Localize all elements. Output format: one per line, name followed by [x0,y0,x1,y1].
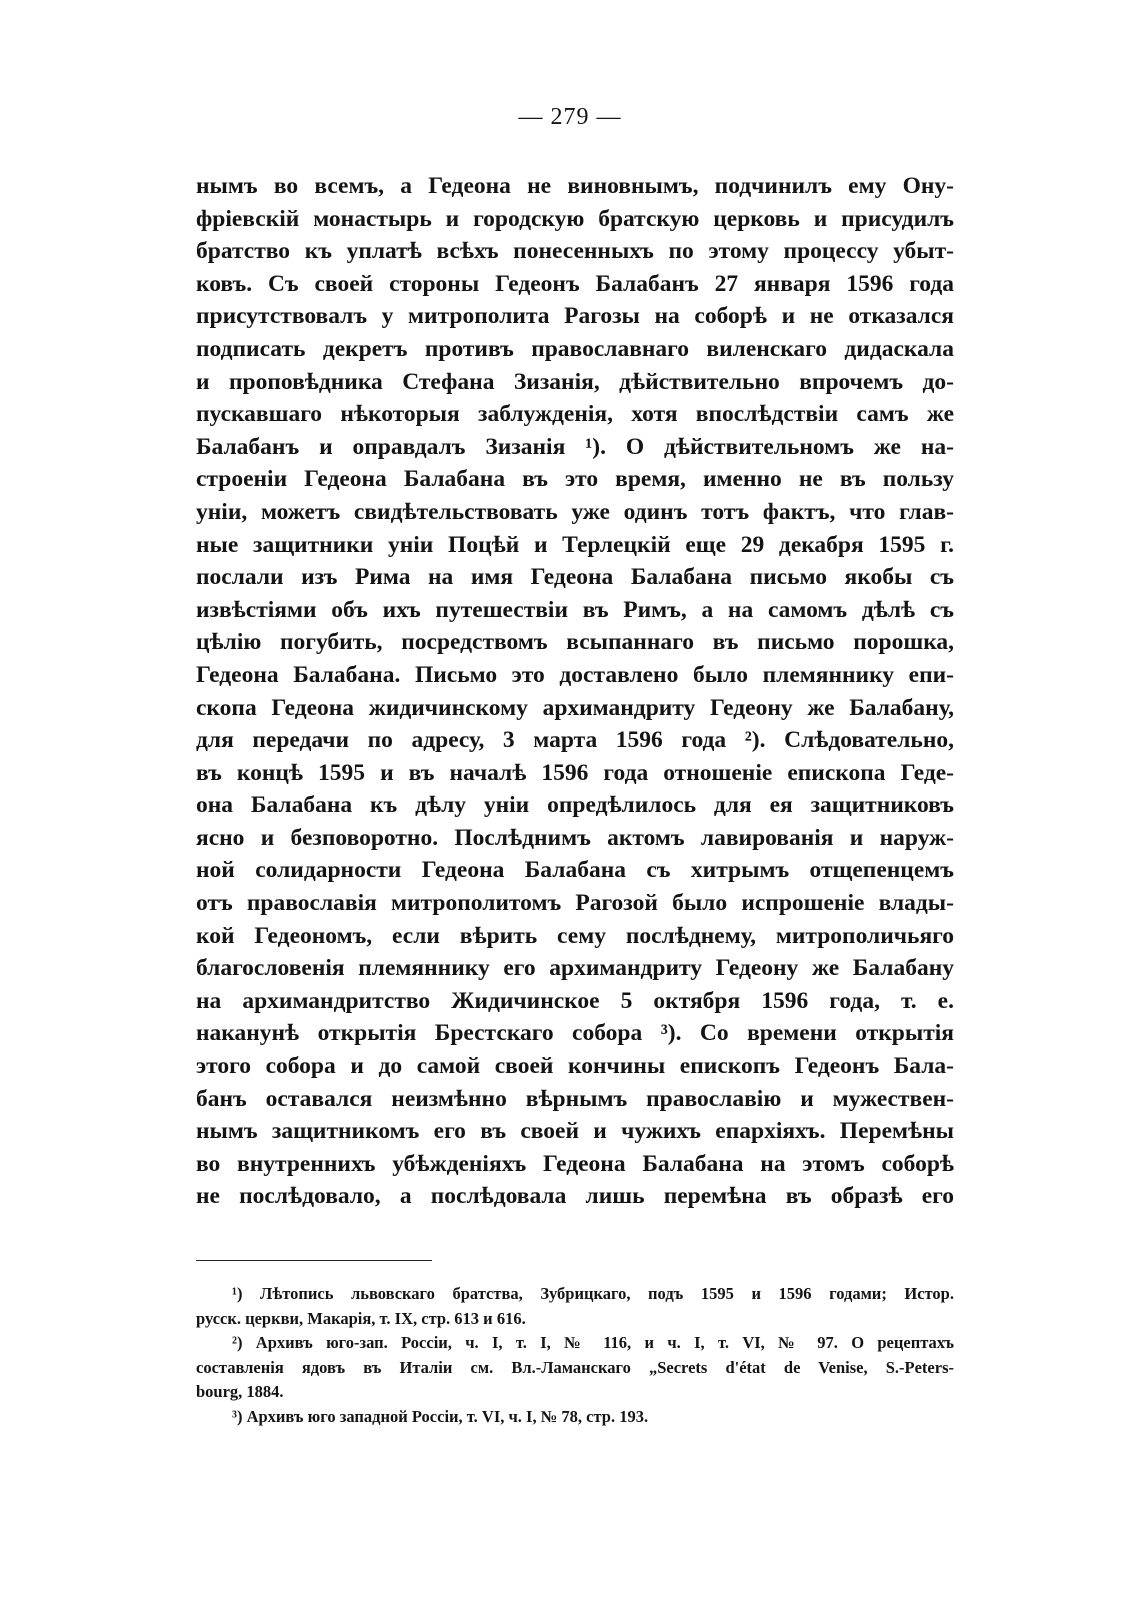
body-line: ные защитники уніи Поцѣй и Терлецкій еще 29 декабря 1595 г. [196,531,954,558]
body-line: во внутреннихъ убѣжденіяхъ Гедеона Балабана на этомъ соборѣ [196,1150,954,1177]
body-line: она Балабана къ дѣлу уніи опредѣлилось для ея защитниковъ [196,792,954,819]
body-text [196,170,954,1213]
body-line: ковъ. Съ своей стороны Гедеонъ Балабанъ 27 января 1596 года [196,270,954,297]
body-line: пускавшаго нѣкоторыя заблужденія, хотя впослѣдствіи самъ же [196,401,954,428]
footnote-line: ²) Архивъ юго-зап. Россіи, ч. I, т. I, № 116, и ч. I, т. VI, № 97. О рецептахъ [232,1333,954,1352]
body-line: извѣстіями объ ихъ путешествіи въ Римъ, а на самомъ дѣлѣ съ [196,596,954,623]
footnote-divider [196,1260,432,1261]
footnote-line: составленія ядовъ въ Италіи см. Вл.-Ламанскаго „Secrets d'état de Venise, S.-Peters- [196,1357,954,1377]
footnote-line: ¹) Лѣтопись львовскаго братства, Зубрицкаго, подъ 1595 и 1596 годами; Истор. [232,1284,954,1303]
body-line: отъ православія митрополитомъ Рагозой было испрошеніе влады- [196,890,954,917]
body-line: присутствовалъ у митрополита Рагозы на соборѣ и не отказался [196,303,954,330]
body-line: фріевскій монастырь и городскую братскую церковь и присудилъ [196,205,954,232]
body-line: этого собора и до самой своей кончины епископъ Гедеонъ Бала- [196,1053,954,1080]
body-line: для передачи по адресу, 3 марта 1596 года ²). Слѣдовательно, [196,727,954,754]
footnote-2 [196,1331,954,1405]
body-line: нымъ защитникомъ его въ своей и чужихъ епархіяхъ. Перемѣны [196,1118,954,1145]
footnote-line: ³) Архивъ юго западной Россіи, т. VI, ч. I, № 78, стр. 193. [232,1406,649,1426]
body-line: благословенія племяннику его архимандриту Гедеону же Балабану [196,955,954,982]
body-line: скопа Гедеона жидичинскому архимандриту Гедеону же Балабану, [196,694,954,721]
footnote-3 [196,1405,954,1430]
body-line: подписать декретъ противъ православнаго виленскаго дидаскала [196,335,954,362]
body-line: Гедеона Балабана. Письмо это доставлено было племяннику епи- [196,661,954,688]
body-line: не послѣдовало, а послѣдовала лишь перемѣна въ образѣ его [196,1183,954,1210]
body-line: уніи, можетъ свидѣтельствовать уже одинъ тотъ фактъ, что глав- [196,498,954,525]
footnote-line: bourg, 1884. [196,1382,284,1401]
body-line: нымъ во всемъ, а Гедеона не виновнымъ, подчинилъ ему Ону- [196,173,954,199]
body-line: ной солидарности Гедеона Балабана съ хитрымъ отщепенцемъ [196,857,954,884]
body-line: въ концѣ 1595 и въ началѣ 1596 года отношеніе епископа Геде- [196,759,954,786]
body-line: послали изъ Рима на имя Гедеона Балабана письмо якобы съ [196,564,954,591]
footnotes [196,1282,954,1429]
footnote-1 [196,1282,954,1331]
body-line: братство къ уплатѣ всѣхъ понесенныхъ по этому процессу убыт- [196,238,954,265]
body-line: Балабанъ и оправдалъ Зизанія ¹). О дѣйствительномъ же на- [196,433,954,460]
body-line: наканунѣ открытія Брестскаго собора ³). Со времени открытія [196,1020,954,1047]
body-line: кой Гедеономъ, если вѣрить сему послѣднему, митрополичьяго [196,922,954,949]
body-line: строеніи Гедеона Балабана въ это время, именно не въ пользу [196,466,954,493]
body-line: банъ оставался неизмѣнно вѣрнымъ православію и мужествен- [196,1085,954,1112]
footnote-line: русск. церкви, Макарія, т. IX, стр. 613 и 616. [196,1308,526,1328]
body-line: ясно и безповоротно. Послѣднимъ актомъ лавированія и наруж- [196,824,954,851]
body-line: и проповѣдника Стефана Зизанія, дѣйствительно впрочемъ до- [196,368,954,395]
page-number: — 279 — [518,104,622,130]
body-line: цѣлію погубить, посредствомъ всыпаннаго въ письмо порошка, [196,629,954,656]
body-line: на архимандритство Жидичинское 5 октября 1596 года, т. е. [196,987,954,1014]
